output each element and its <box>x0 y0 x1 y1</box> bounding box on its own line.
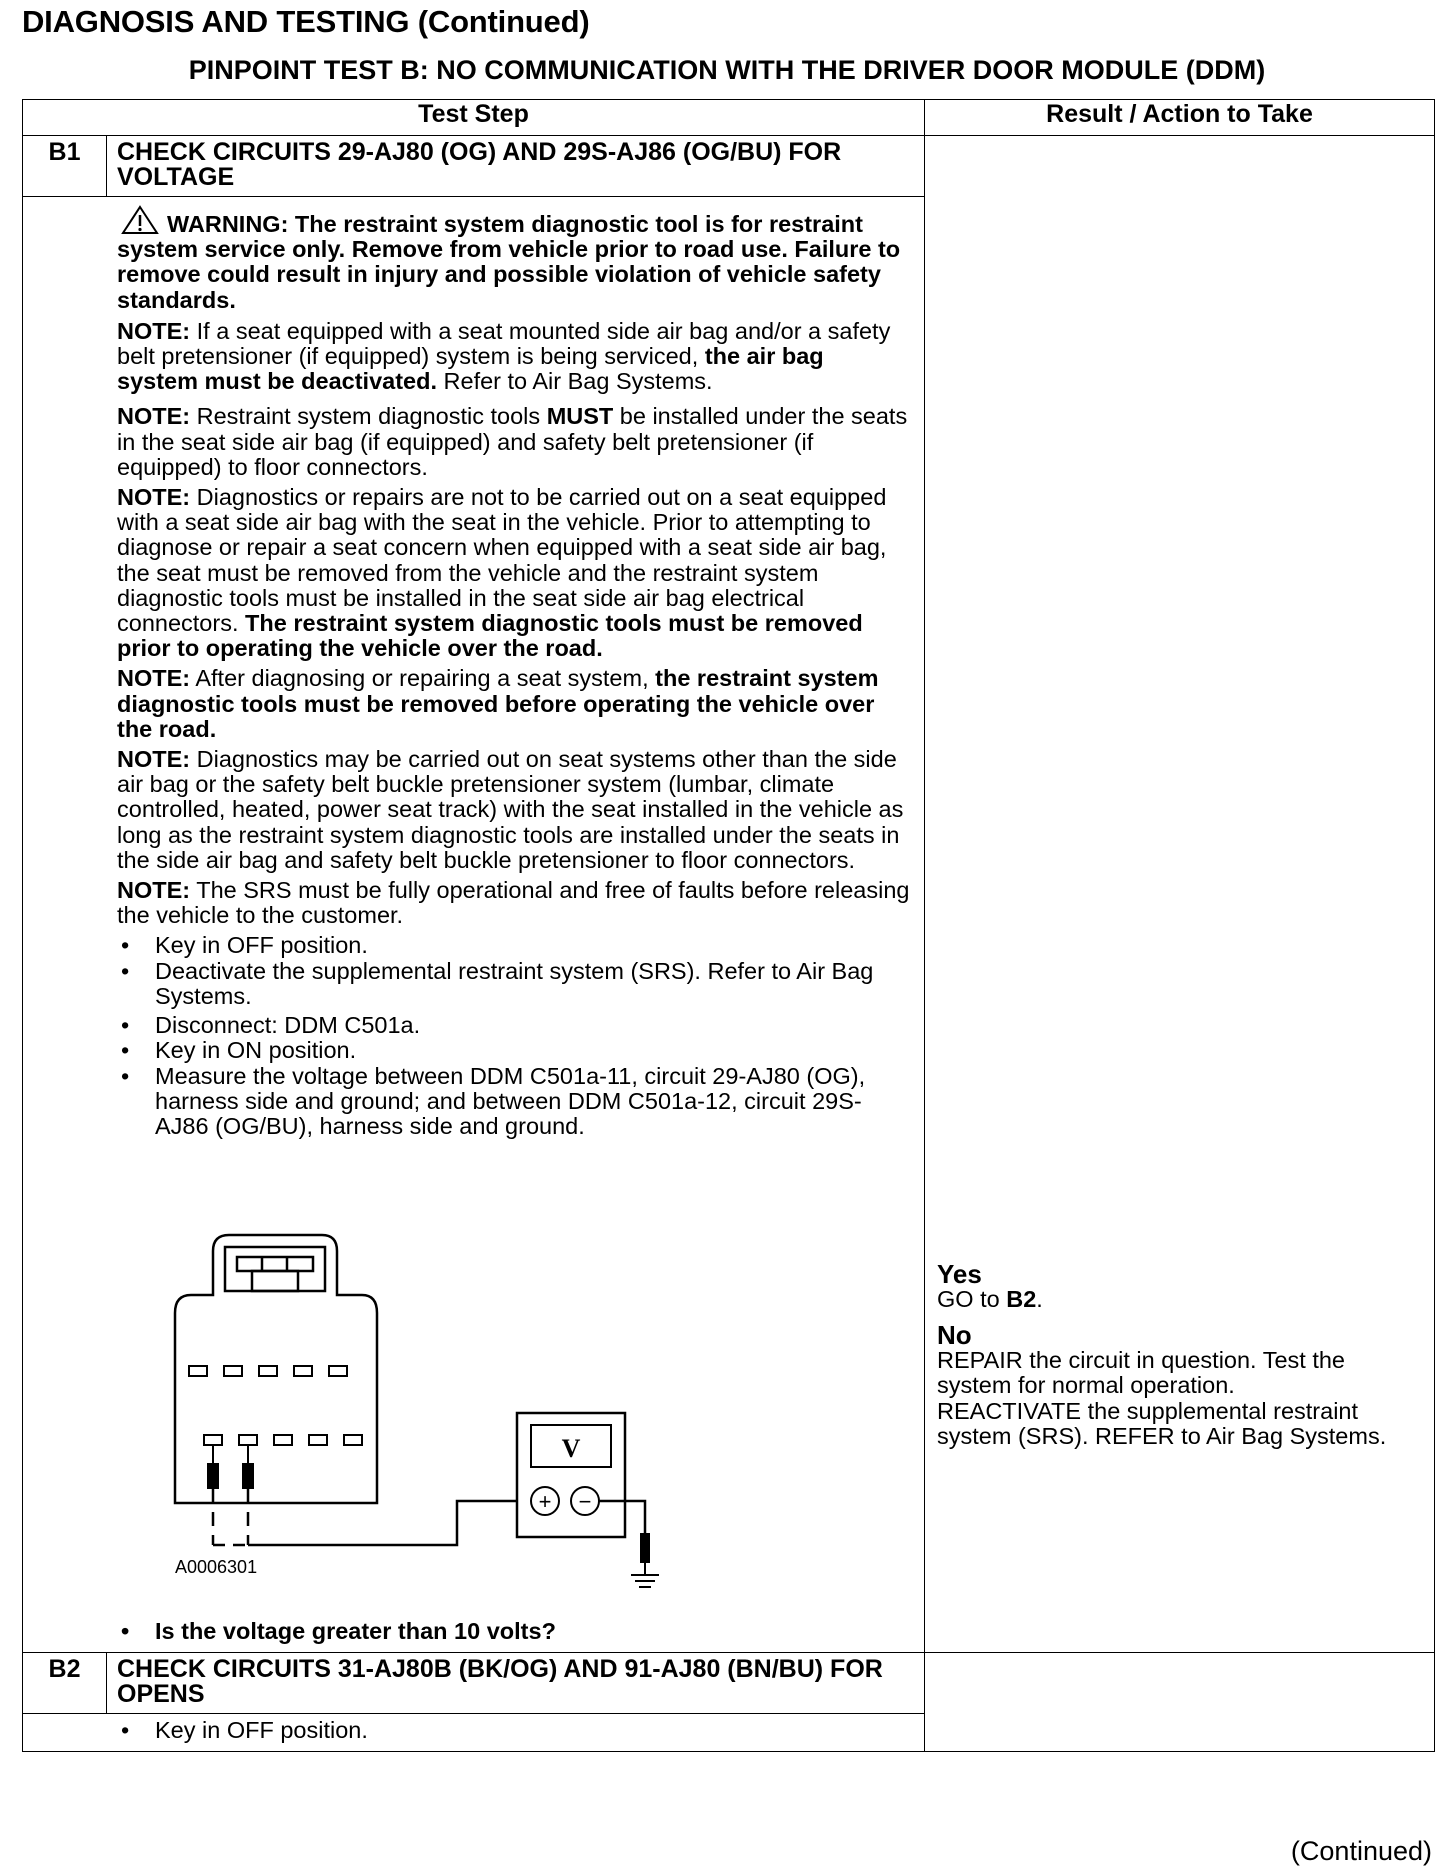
procedure-step: • Disconnect: DDM C501a. <box>117 1013 910 1038</box>
procedure-step: • Key in OFF position. <box>117 1718 910 1743</box>
table-header-row <box>23 100 1435 136</box>
step-b1-procedure <box>117 933 910 1139</box>
goto-b2-link[interactable]: B2 <box>1006 1286 1037 1312</box>
result-no-action-1: REPAIR the circuit in question. Test the system for normal operation. <box>937 1347 1345 1399</box>
step-b1-title: CHECK CIRCUITS 29-AJ80 (OG) AND 29S-AJ86 (OG/BU) FOR VOLTAGE <box>107 136 925 197</box>
result-yes-action: GO to B2. <box>937 1286 1043 1312</box>
step-b2-result-cell <box>925 1653 1435 1752</box>
step-b1-question: • Is the voltage greater than 10 volts? <box>117 1619 910 1644</box>
result-no-action-2: REACTIVATE the supplemental restraint system (SRS). REFER to Air Bag Systems. <box>937 1397 1387 1449</box>
result-header: Result / Action to Take <box>925 100 1435 136</box>
step-b2-body <box>23 1714 925 1752</box>
pinpoint-test-table <box>22 99 1435 1752</box>
page-title: DIAGNOSIS AND TESTING (Continued) <box>22 4 590 39</box>
warning-text: WARNING: The restraint system diagnostic tool is for restraint system service only. Remove from vehicle prior to road use. Failure to remove could result in injury and possible violation of vehicle safety standards. <box>117 205 910 313</box>
note-5: NOTE: Diagnostics may be carried out on seat systems other than the side air bag or the safety belt buckle pretensioner system (lumbar, climate controlled, heated, power seat track) with the seat installed in the vehicle as long as the restraint system diagnostic tools are installed under the seats in the side air bag and safety belt buckle pretensioner to floor connectors. <box>117 746 904 873</box>
connector-voltage-diagram <box>117 1183 677 1613</box>
continued-label: (Continued) <box>1290 1836 1432 1866</box>
step-b1-id: B1 <box>23 136 107 197</box>
note-1: NOTE: If a seat equipped with a seat mounted side air bag and/or a safety belt pretensioner (if equipped) system is being serviced, the air bag system must be deactivated. Refer to Air Bag Systems. <box>117 317 891 395</box>
note-6: NOTE: The SRS must be fully operational and free of faults before releasing the vehicle to the customer. <box>117 877 910 929</box>
test-step-header: Test Step <box>23 100 925 136</box>
pinpoint-test-title: PINPOINT TEST B: NO COMMUNICATION WITH THE DRIVER DOOR MODULE (DDM) <box>188 55 1266 85</box>
step-b1-result-cell <box>925 136 1435 1653</box>
step-b2-title-row <box>23 1653 1435 1714</box>
note-4: NOTE: After diagnosing or repairing a seat system, the restraint system diagnostic tools must be removed before operating the vehicle over the road. <box>117 665 879 742</box>
step-b2-procedure <box>117 1718 910 1743</box>
procedure-step: • Key in ON position. <box>117 1038 910 1063</box>
note-2: NOTE: Restraint system diagnostic tools MUST be installed under the seats in the seat side air bag (if equipped) and safety belt pretensioner (if equipped) to floor connectors. <box>117 403 908 480</box>
figure-id: A0006301 <box>175 1557 258 1578</box>
step-b1-body <box>23 197 925 1653</box>
diagram-illustration <box>117 1183 677 1613</box>
procedure-step: • Key in OFF position. <box>117 933 910 958</box>
procedure-step: • Deactivate the supplemental restraint system (SRS). Refer to Air Bag Systems. <box>117 959 910 1009</box>
ground-icon <box>631 1575 659 1587</box>
step-b2-title: CHECK CIRCUITS 31-AJ80B (BK/OG) AND 91-AJ80 (BN/BU) FOR OPENS <box>107 1653 925 1714</box>
meter-plus-terminal: + <box>538 1489 552 1515</box>
step-b1-question-list <box>117 1619 910 1644</box>
warning-icon <box>121 205 159 235</box>
step-b1-title-row <box>23 136 1435 197</box>
meter-minus-terminal: − <box>578 1489 592 1515</box>
result-yes-label: Yes <box>937 1259 982 1289</box>
procedure-step: • Measure the voltage between DDM C501a-11, circuit 29-AJ80 (OG), harness side and ground; and between DDM C501a-12, circuit 29S-AJ86 (OG/BU), harness side and ground. <box>117 1064 910 1140</box>
meter-symbol: V <box>561 1434 581 1464</box>
note-3: NOTE: Diagnostics or repairs are not to be carried out on a seat equipped with a seat side air bag with the seat in the vehicle. Prior to attempting to diagnose or repair a seat concern when equipped with a seat side air bag, the seat must be removed from the vehicle and the restraint system diagnostic tools must be installed in the seat side air bag electrical connectors. The restraint system diagnostic tools must be removed prior to operating the vehicle over the road. <box>117 484 887 662</box>
result-no-label: No <box>937 1320 972 1351</box>
step-b2-id: B2 <box>23 1653 107 1714</box>
